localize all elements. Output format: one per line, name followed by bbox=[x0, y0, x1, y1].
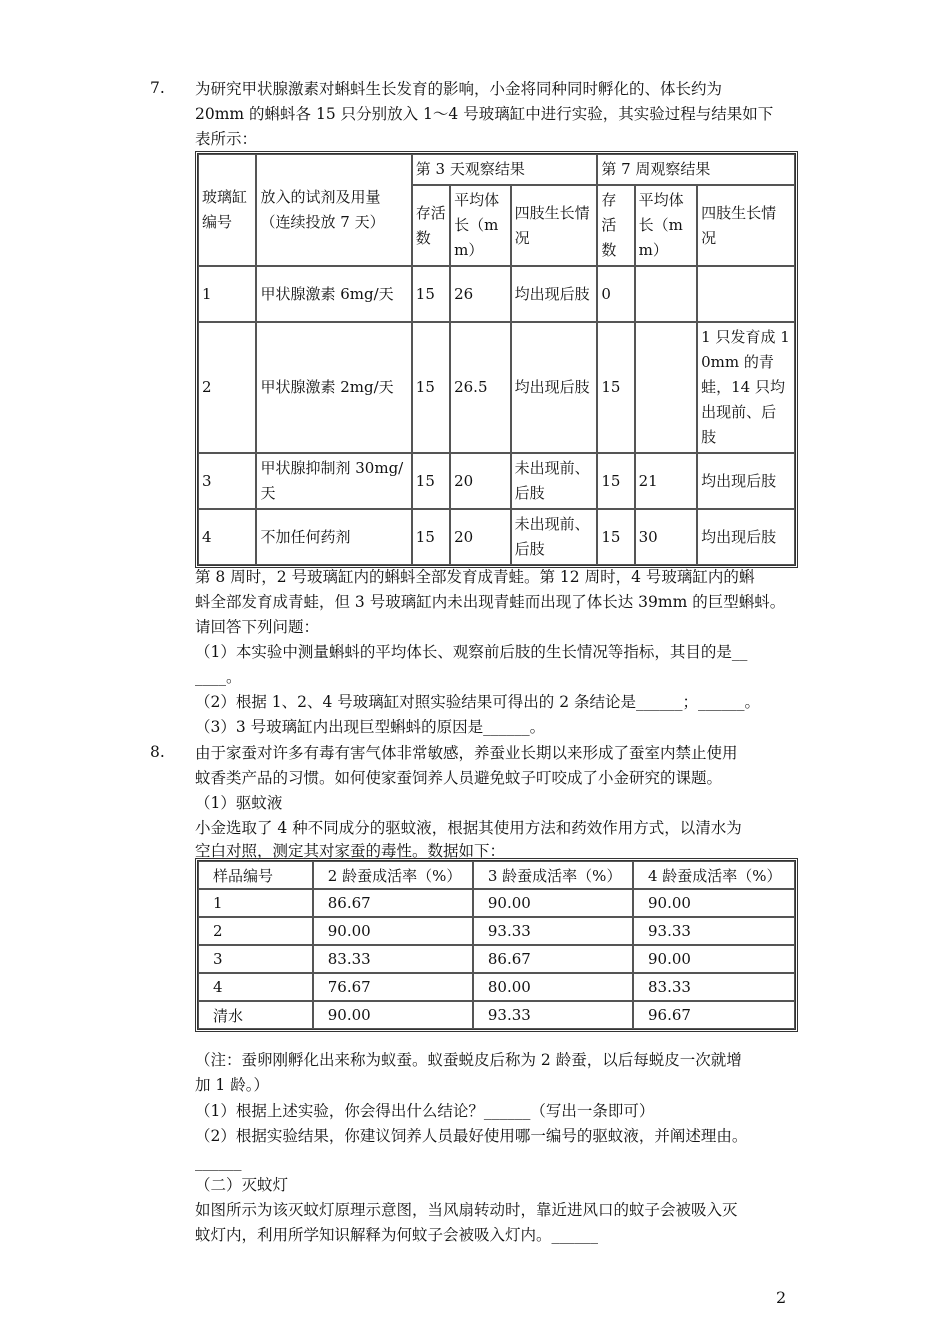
q7-question-1-cont: ____。 bbox=[195, 668, 242, 686]
q8-sub1-text-2: 空白对照，测定其对家蚕的毒性。数据如下： bbox=[195, 842, 506, 860]
week7-length-cell: 21 bbox=[635, 453, 698, 509]
header-instar-2: 2 龄蚕成活率（%） bbox=[313, 861, 473, 889]
q8-question-2: （2）根据实验结果，你建议饲养人员最好使用哪一编号的驱蚊液，并阐述理由。 bbox=[195, 1127, 748, 1145]
q7-question-2: （2）根据 1、2、4 号玻璃缸对照实验结果可得出的 2 条结论是______；______。 bbox=[195, 693, 761, 711]
day3-length-cell: 20 bbox=[450, 509, 511, 565]
q7-intro-line-1: 为研究甲状腺激素对蝌蚪生长发育的影响，小金将同种同时孵化的、体长约为 bbox=[195, 80, 723, 98]
q8-intro-line-2: 蚊香类产品的习惯。如何使家蚕饲养人员避免蚊子叮咬成了小金研究的课题。 bbox=[195, 769, 723, 787]
header-reagent: 放入的试剂及用量（连续投放 7 天） bbox=[256, 154, 411, 266]
week7-limb-cell bbox=[697, 266, 795, 322]
q8-note-line-2: 加 1 龄。） bbox=[195, 1076, 269, 1094]
q8-sub2-text-2: 蚊灯内，利用所学知识解释为何蚊子会被吸入灯内。______ bbox=[195, 1226, 599, 1244]
instar-2-cell: 83.33 bbox=[313, 945, 473, 973]
table-row bbox=[198, 509, 795, 565]
table-row bbox=[198, 945, 795, 973]
week7-limb-cell: 1 只发育成 10mm 的青蛙，14 只均出现前、后肢 bbox=[697, 322, 795, 453]
q8-sub2-title: （二）灭蚊灯 bbox=[195, 1176, 289, 1194]
table-row bbox=[198, 1001, 795, 1029]
header-day3-alive: 存活数 bbox=[412, 185, 450, 266]
reagent-cell: 不加任何药剂 bbox=[256, 509, 411, 565]
week7-limb-cell: 均出现后肢 bbox=[697, 453, 795, 509]
header-week7-group: 第 7 周观察结果 bbox=[597, 154, 795, 185]
sample-cell: 1 bbox=[198, 889, 313, 917]
q8-intro-line-1: 由于家蚕对许多有毒有害气体非常敏感，养蚕业长期以来形成了蚕室内禁止使用 bbox=[195, 744, 738, 762]
sample-cell: 清水 bbox=[198, 1001, 313, 1029]
q8-sub1-text-1: 小金选取了 4 种不同成分的驱蚊液，根据其使用方法和药效作用方式，以清水为 bbox=[195, 819, 742, 837]
silkworm-survival-table bbox=[195, 858, 798, 1032]
tank-cell: 2 bbox=[198, 322, 256, 453]
q7-after-line-1: 第 8 周时，2 号玻璃缸内的蝌蚪全部发育成青蛙。第 12 周时，4 号玻璃缸内的蝌 bbox=[195, 568, 755, 586]
header-day3-limb: 四肢生长情况 bbox=[511, 185, 598, 266]
week7-length-cell bbox=[635, 322, 698, 453]
q8-sub2-text-1: 如图所示为该灭蚊灯原理示意图，当风扇转动时，靠近进风口的蚊子会被吸入灭 bbox=[195, 1201, 738, 1219]
day3-alive-cell: 15 bbox=[412, 509, 450, 565]
instar-4-cell: 93.33 bbox=[633, 917, 795, 945]
reagent-cell: 甲状腺抑制剂 30mg/天 bbox=[256, 453, 411, 509]
tank-cell: 3 bbox=[198, 453, 256, 509]
day3-alive-cell: 15 bbox=[412, 266, 450, 322]
instar-2-cell: 76.67 bbox=[313, 973, 473, 1001]
week7-alive-cell: 0 bbox=[597, 266, 634, 322]
instar-4-cell: 90.00 bbox=[633, 889, 795, 917]
day3-limb-cell: 均出现后肢 bbox=[511, 266, 598, 322]
instar-3-cell: 80.00 bbox=[473, 973, 633, 1001]
sample-cell: 3 bbox=[198, 945, 313, 973]
instar-3-cell: 86.67 bbox=[473, 945, 633, 973]
instar-2-cell: 90.00 bbox=[313, 1001, 473, 1029]
q7-intro-line-2: 20mm 的蝌蚪各 15 只分别放入 1～4 号玻璃缸中进行实验，其实验过程与结果如下 bbox=[195, 105, 774, 123]
question-7-number: 7. bbox=[150, 79, 165, 97]
week7-limb-cell: 均出现后肢 bbox=[697, 509, 795, 565]
reagent-cell: 甲状腺激素 6mg/天 bbox=[256, 266, 411, 322]
header-week7-alive: 存活数 bbox=[597, 185, 634, 266]
table-row bbox=[198, 322, 795, 453]
header-day3-length: 平均体长（mm） bbox=[450, 185, 511, 266]
instar-2-cell: 86.67 bbox=[313, 889, 473, 917]
q8-question-2-blank: ______ bbox=[195, 1153, 242, 1171]
day3-length-cell: 26.5 bbox=[450, 322, 511, 453]
sample-cell: 2 bbox=[198, 917, 313, 945]
instar-4-cell: 90.00 bbox=[633, 945, 795, 973]
sample-cell: 4 bbox=[198, 973, 313, 1001]
header-week7-limb: 四肢生长情况 bbox=[697, 185, 795, 266]
table-row bbox=[198, 453, 795, 509]
q7-after-line-3: 请回答下列问题： bbox=[195, 618, 320, 636]
page-number: 2 bbox=[776, 1288, 787, 1307]
instar-4-cell: 83.33 bbox=[633, 973, 795, 1001]
q8-question-1: （1）根据上述实验，你会得出什么结论？______（写出一条即可） bbox=[195, 1102, 655, 1120]
table-row bbox=[198, 889, 795, 917]
day3-alive-cell: 15 bbox=[412, 322, 450, 453]
q7-question-1: （1）本实验中测量蝌蚪的平均体长、观察前后肢的生长情况等指标，其目的是__ bbox=[195, 643, 748, 661]
instar-4-cell: 96.67 bbox=[633, 1001, 795, 1029]
instar-3-cell: 93.33 bbox=[473, 1001, 633, 1029]
header-tank: 玻璃缸编号 bbox=[198, 154, 256, 266]
table-row bbox=[198, 973, 795, 1001]
week7-alive-cell: 15 bbox=[597, 509, 634, 565]
day3-length-cell: 20 bbox=[450, 453, 511, 509]
header-sample: 样品编号 bbox=[198, 861, 313, 889]
header-instar-4: 4 龄蚕成活率（%） bbox=[633, 861, 795, 889]
reagent-cell: 甲状腺激素 2mg/天 bbox=[256, 322, 411, 453]
instar-2-cell: 90.00 bbox=[313, 917, 473, 945]
q7-question-3: （3）3 号玻璃缸内出现巨型蝌蚪的原因是______。 bbox=[195, 718, 546, 736]
q8-sub1-title: （1）驱蚊液 bbox=[195, 794, 283, 812]
week7-alive-cell: 15 bbox=[597, 453, 634, 509]
table-row bbox=[198, 917, 795, 945]
week7-alive-cell: 15 bbox=[597, 322, 634, 453]
day3-length-cell: 26 bbox=[450, 266, 511, 322]
q7-intro-line-3: 表所示： bbox=[195, 130, 258, 148]
header-week7-length: 平均体长（mm） bbox=[635, 185, 698, 266]
day3-alive-cell: 15 bbox=[412, 453, 450, 509]
tank-cell: 1 bbox=[198, 266, 256, 322]
header-instar-3: 3 龄蚕成活率（%） bbox=[473, 861, 633, 889]
header-day3-group: 第 3 天观察结果 bbox=[412, 154, 598, 185]
tadpole-experiment-table bbox=[195, 151, 798, 568]
tank-cell: 4 bbox=[198, 509, 256, 565]
question-8-number: 8. bbox=[150, 743, 165, 761]
day3-limb-cell: 未出现前、后肢 bbox=[511, 453, 598, 509]
q8-note-line-1: （注：蚕卵刚孵化出来称为蚁蚕。蚁蚕蜕皮后称为 2 龄蚕，以后每蜕皮一次就增 bbox=[195, 1051, 742, 1069]
week7-length-cell: 30 bbox=[635, 509, 698, 565]
q7-after-line-2: 蚪全部发育成青蛙，但 3 号玻璃缸内未出现青蛙而出现了体长达 39mm 的巨型蝌蚪。 bbox=[195, 593, 786, 611]
day3-limb-cell: 未出现前、后肢 bbox=[511, 509, 598, 565]
instar-3-cell: 90.00 bbox=[473, 889, 633, 917]
week7-length-cell bbox=[635, 266, 698, 322]
instar-3-cell: 93.33 bbox=[473, 917, 633, 945]
table-header-row bbox=[198, 861, 795, 889]
day3-limb-cell: 均出现后肢 bbox=[511, 322, 598, 453]
table-row bbox=[198, 266, 795, 322]
